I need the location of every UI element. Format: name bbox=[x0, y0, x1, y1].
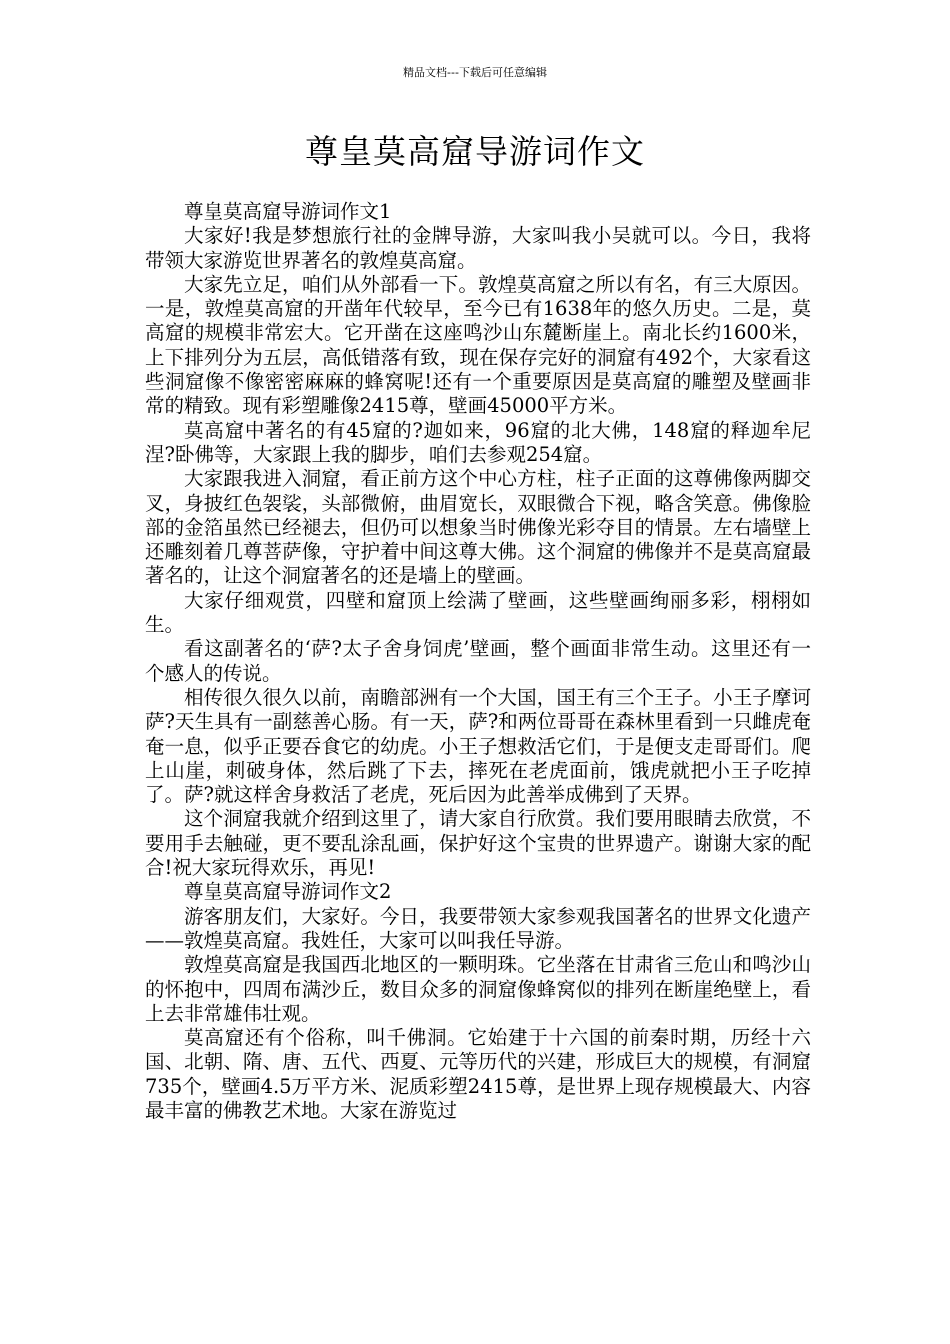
paragraph: 相传很久很久以前，南瞻部洲有一个大国，国王有三个王子。小王子摩诃萨?天生具有一副慈善心肠。有一天，萨?和两位哥哥在森林里看到一只雌虎奄奄一息，似乎正要吞食它的幼虎。小王子想救活它们，于是便支走哥哥们。爬上山崖，刺破身体，然后跳了下去，摔死在老虎面前，饿虎就把小王子吃掉了。萨?就这样舍身救活了老虎，死后因为此善举成佛到了天界。 bbox=[145, 685, 811, 807]
paragraph: 大家先立足，咱们从外部看一下。敦煌莫高窟之所以有名，有三大原因。一是，敦煌莫高窟的开凿年代较早，至今已有1638年的悠久历史。二是，莫高窟的规模非常宏大。它开凿在这座鸣沙山东麓断崖上。南北长约1600米，上下排列分为五层，高低错落有致，现在保存完好的洞窟有492个，大家看这些洞窟像不像密密麻麻的蜂窝呢!还有一个重要原因是莫高窟的雕塑及壁画非常的精致。现有彩塑雕像2415尊，壁画45000平方米。 bbox=[145, 272, 811, 418]
paragraph: 大家好!我是梦想旅行社的金牌导游，大家叫我小吴就可以。今日，我将带领大家游览世界著名的敦煌莫高窟。 bbox=[145, 224, 811, 272]
paragraph: 莫高窟中著名的有45窟的?迦如来，96窟的北大佛，148窟的释迦牟尼涅?卧佛等，大家跟上我的脚步，咱们去参观254窟。 bbox=[145, 418, 811, 466]
page-header: 精品文档---下载后可任意编辑 bbox=[403, 66, 547, 79]
paragraph: 大家仔细观赏，四壁和窟顶上绘满了壁画，这些壁画绚丽多彩，栩栩如生。 bbox=[145, 588, 811, 637]
document-title: 尊皇莫高窟导游词作文 bbox=[305, 132, 645, 171]
paragraph: 大家跟我进入洞窟，看正前方这个中心方柱，柱子正面的这尊佛像两脚交叉，身披红色袈裟，头部微俯，曲眉宽长，双眼微合下视，略含笑意。佛像脸部的金箔虽然已经褪去，但仍可以想象当时佛像光彩夺目的情景。左右墙壁上还雕刻着几尊菩萨像，守护着中间这尊大佛。这个洞窟的佛像并不是莫高窟最著名的，让这个洞窟著名的还是墙上的壁画。 bbox=[145, 467, 811, 588]
paragraph: 敦煌莫高窟是我国西北地区的一颗明珠。它坐落在甘肃省三危山和鸣沙山的怀抱中，四周布满沙丘，数目众多的洞窟像蜂窝似的排列在断崖绝壁上，看上去非常雄伟壮观。 bbox=[145, 953, 811, 1025]
document-body bbox=[145, 200, 811, 1123]
paragraph: 莫高窟还有个俗称，叫千佛洞。它始建于十六国的前秦时期，历经十六国、北朝、隋、唐、五代、西夏、元等历代的兴建，形成巨大的规模，有洞窟735个，壁画4.5万平方米、泥质彩塑2415尊，是世界上现存规模最大、内容最丰富的佛教艺术地。大家在游览过 bbox=[145, 1026, 811, 1122]
paragraph: 这个洞窟我就介绍到这里了，请大家自行欣赏。我们要用眼睛去欣赏，不要用手去触碰，更不要乱涂乱画，保护好这个宝贵的世界遗产。谢谢大家的配合!祝大家玩得欢乐，再见! bbox=[145, 807, 811, 880]
section-heading: 尊皇莫高窟导游词作文1 bbox=[184, 200, 392, 223]
paragraph: 游客朋友们，大家好。今日，我要带领大家参观我国著名的世界文化遗产——敦煌莫高窟。我姓任，大家可以叫我任导游。 bbox=[145, 904, 811, 952]
paragraph: 看这副著名的‘萨?太子舍身饲虎’壁画，整个画面非常生动。这里还有一个感人的传说。 bbox=[145, 637, 811, 685]
section-heading: 尊皇莫高窟导游词作文2 bbox=[184, 880, 392, 904]
